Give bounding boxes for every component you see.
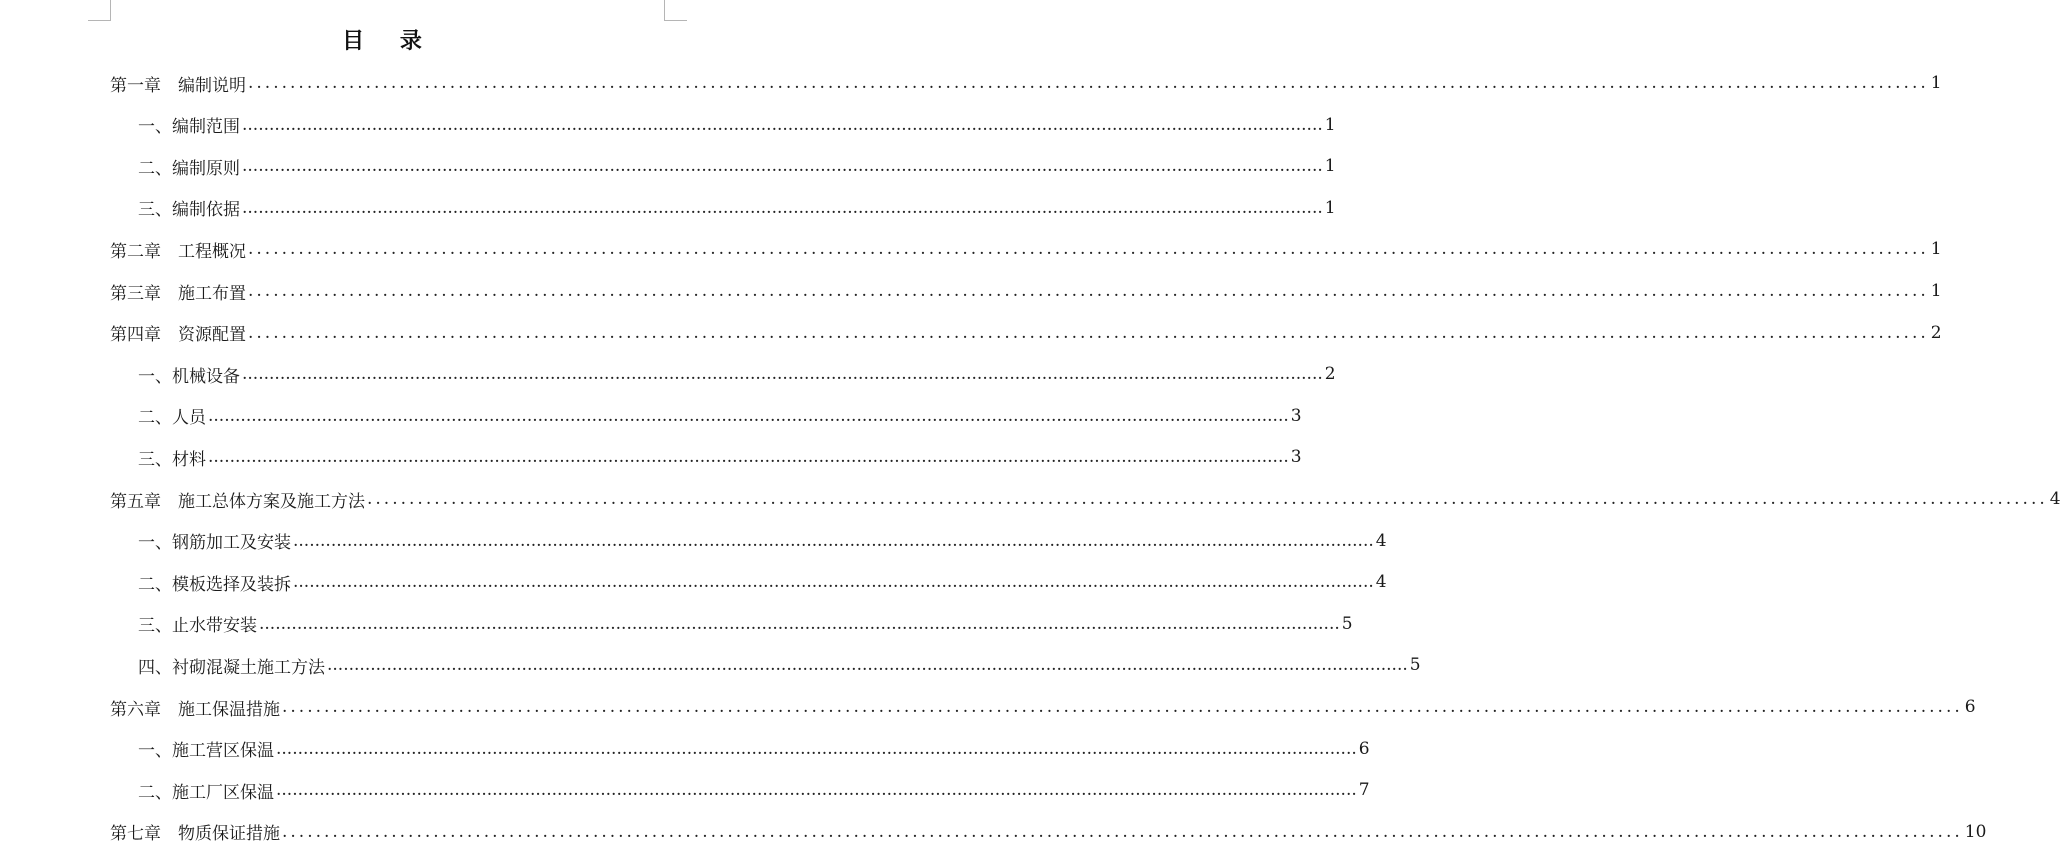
- toc-entry-label: 第三章 施工布置: [110, 283, 246, 304]
- toc-section-entry[interactable]: [138, 645, 1421, 685]
- toc-dot-leader: ........................................................................................................................................................................................................: [259, 613, 1340, 634]
- toc-entry-label: 第五章 施工总体方案及施工方法: [110, 491, 365, 512]
- toc-page-number: 7: [1358, 780, 1370, 801]
- toc-page-number: 1: [1930, 239, 1942, 260]
- toc-chapter-entry[interactable]: [110, 687, 1976, 727]
- toc-page-number: 5: [1341, 613, 1353, 634]
- toc-page-number: 2: [1324, 364, 1336, 385]
- toc-section-entry[interactable]: [138, 188, 1336, 228]
- toc-page-number: 1: [1930, 281, 1942, 301]
- toc-entry-label: 一、编制范围: [138, 117, 240, 138]
- toc-dot-leader: ........................................................................................................................................................................................................: [242, 197, 1323, 218]
- toc-dot-leader: ........................................................................................................................................................................................................: [282, 821, 1963, 842]
- toc-entry-label: 第七章 物质保证措施: [110, 824, 280, 845]
- toc-section-entry[interactable]: [138, 437, 1302, 477]
- toc-entry-label: 三、止水带安装: [138, 616, 257, 637]
- toc-section-entry[interactable]: [138, 604, 1353, 644]
- toc-chapter-entry[interactable]: [110, 812, 1987, 852]
- toc-dot-leader: ........................................................................................................................................................................................................: [248, 239, 1929, 260]
- toc-page-number: 3: [1290, 405, 1302, 426]
- toc-section-entry[interactable]: [138, 354, 1336, 394]
- toc-entry-label: 一、施工营区保温: [138, 741, 274, 762]
- toc-entry-label: 第一章 编制说明: [110, 75, 246, 96]
- toc-section-entry[interactable]: [138, 562, 1387, 602]
- toc-section-entry[interactable]: [138, 770, 1370, 810]
- toc-entry-label: 一、机械设备: [138, 366, 240, 387]
- toc-entry-label: 三、编制依据: [138, 200, 240, 221]
- toc-page-number: 4: [1375, 572, 1387, 593]
- toc-section-entry[interactable]: [138, 396, 1302, 436]
- toc-chapter-entry[interactable]: [110, 63, 1942, 103]
- toc-page-number: 4: [2049, 489, 2061, 509]
- toc-section-entry[interactable]: [138, 521, 1387, 561]
- toc-dot-leader: ........................................................................................................................................................................................................: [293, 530, 1374, 551]
- toc-entry-label: 二、模板选择及装拆: [138, 574, 291, 595]
- toc-page-number: 6: [1358, 738, 1370, 759]
- toc-dot-leader: ........................................................................................................................................................................................................: [242, 114, 1323, 135]
- toc-section-entry[interactable]: [138, 729, 1370, 769]
- toc-chapter-entry[interactable]: [110, 479, 2061, 519]
- toc-dot-leader: ........................................................................................................................................................................................................: [327, 655, 1408, 676]
- toc-page-number: 3: [1290, 447, 1302, 468]
- toc-page-number: 1: [1930, 73, 1942, 93]
- toc-section-entry[interactable]: [138, 105, 1336, 145]
- toc-entry-label: 一、钢筋加工及安装: [138, 533, 291, 554]
- toc-title: 目 录: [342, 28, 436, 54]
- toc-entry-label: 二、人员: [138, 408, 206, 429]
- toc-chapter-entry[interactable]: [110, 313, 1942, 353]
- toc-chapter-entry[interactable]: [110, 271, 1942, 311]
- toc-dot-leader: ........................................................................................................................................................................................................: [248, 281, 1929, 301]
- toc-entry-label: 二、编制原则: [138, 158, 240, 179]
- toc-dot-leader: ........................................................................................................................................................................................................: [248, 73, 1929, 93]
- toc-entry-label: 第二章 工程概况: [110, 241, 246, 262]
- toc-entry-label: 三、材料: [138, 449, 206, 470]
- toc-section-entry[interactable]: [138, 146, 1336, 186]
- toc-page-number: 1: [1324, 156, 1336, 177]
- toc-dot-leader: ........................................................................................................................................................................................................: [293, 572, 1374, 593]
- toc-dot-leader: ........................................................................................................................................................................................................: [276, 738, 1357, 759]
- toc-dot-leader: ........................................................................................................................................................................................................: [248, 322, 1929, 343]
- toc-dot-leader: ........................................................................................................................................................................................................: [242, 156, 1323, 177]
- page-corner-mark-right: [664, 0, 687, 21]
- toc-dot-leader: ........................................................................................................................................................................................................: [242, 364, 1323, 385]
- toc-page-number: 5: [1409, 655, 1421, 676]
- toc-dot-leader: ........................................................................................................................................................................................................: [276, 780, 1357, 801]
- toc-entry-label: 二、施工厂区保温: [138, 782, 274, 803]
- toc-page-number: 10: [1964, 821, 1987, 842]
- page-corner-mark-left: [88, 0, 111, 21]
- toc-dot-leader: ........................................................................................................................................................................................................: [208, 447, 1289, 468]
- toc-entry-label: 第四章 资源配置: [110, 325, 246, 346]
- toc-dot-leader: ........................................................................................................................................................................................................: [208, 405, 1289, 426]
- toc-entry-label: 四、衬砌混凝土施工方法: [138, 657, 325, 678]
- toc-entry-label: 第六章 施工保温措施: [110, 699, 280, 720]
- toc-page-number: 2: [1930, 322, 1942, 343]
- toc-dot-leader: ........................................................................................................................................................................................................: [367, 489, 2048, 509]
- toc-page-number: 6: [1964, 697, 1976, 717]
- toc-page-number: 1: [1324, 197, 1336, 218]
- toc-page-number: 4: [1375, 530, 1387, 551]
- toc-chapter-entry[interactable]: [110, 229, 1942, 269]
- toc-dot-leader: ........................................................................................................................................................................................................: [282, 697, 1963, 717]
- toc-page-number: 1: [1324, 114, 1336, 135]
